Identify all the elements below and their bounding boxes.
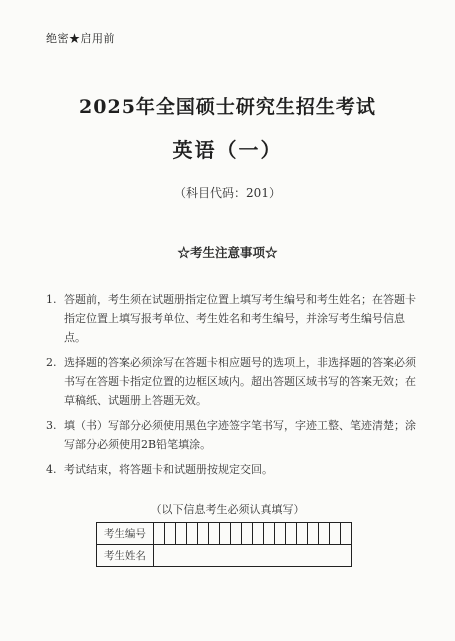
candidate-name-row xyxy=(97,545,352,567)
instruction-number: 4. xyxy=(46,463,57,476)
instruction-text: 选择题的答案必须涂写在答题卡相应题号的选项上，非选择题的答案必须书写在答题卡指定位置的边框区域内。超出答题区域书写的答案无效；在草稿纸、试题册上答题无效。 xyxy=(64,356,416,407)
candidate-info-table xyxy=(96,522,352,567)
candidate-number-digit-box[interactable] xyxy=(263,523,274,545)
instruction-item xyxy=(46,416,418,454)
instruction-number: 2. xyxy=(46,356,57,369)
candidate-number-digit-box[interactable] xyxy=(241,523,252,545)
candidate-number-digit-box[interactable] xyxy=(252,523,263,545)
instruction-list xyxy=(46,290,418,485)
instruction-text: 考试结束，将答题卡和试题册按规定交回。 xyxy=(64,463,273,476)
candidate-number-digit-box[interactable] xyxy=(307,523,318,545)
exam-title: 2025年全国硕士研究生招生考试 xyxy=(79,96,376,118)
candidate-name-field[interactable] xyxy=(153,545,351,567)
candidate-name-label: 考生姓名 xyxy=(97,545,154,567)
instruction-number: 3. xyxy=(46,419,57,432)
candidate-number-digit-box[interactable] xyxy=(175,523,186,545)
instruction-item xyxy=(46,353,418,410)
subject-code: （科目代码：201） xyxy=(174,186,281,200)
candidate-number-digit-box[interactable] xyxy=(285,523,296,545)
candidate-number-digit-box[interactable] xyxy=(318,523,329,545)
candidate-number-digit-box[interactable] xyxy=(219,523,230,545)
instruction-number: 1. xyxy=(46,293,57,306)
candidate-number-digit-box[interactable] xyxy=(274,523,285,545)
candidate-number-row xyxy=(97,523,352,545)
secret-mark: 绝密★启用前 xyxy=(46,32,115,45)
instruction-text: 填（书）写部分必须使用黑色字迹签字笔书写，字迹工整、笔迹清楚；涂写部分必须使用2B铅笔填涂。 xyxy=(64,419,416,451)
candidate-number-digit-box[interactable] xyxy=(296,523,307,545)
candidate-number-digit-box[interactable] xyxy=(186,523,197,545)
candidate-number-digit-box[interactable] xyxy=(208,523,219,545)
fill-note: （以下信息考生必须认真填写） xyxy=(150,503,305,516)
instruction-text: 答题前，考生须在试题册指定位置上填写考生编号和考生姓名；在答题卡指定位置上填写报考单位、考生姓名和考生编号，并涂写考生编号信息点。 xyxy=(64,293,416,344)
instruction-item xyxy=(46,290,418,347)
candidate-number-digit-box[interactable] xyxy=(329,523,340,545)
candidate-number-digit-box[interactable] xyxy=(153,523,164,545)
candidate-number-label: 考生编号 xyxy=(97,523,154,545)
candidate-number-digit-box[interactable] xyxy=(230,523,241,545)
subject-title: 英语（一） xyxy=(172,138,283,162)
candidate-number-digit-box[interactable] xyxy=(164,523,175,545)
candidate-number-digit-box[interactable] xyxy=(340,523,351,545)
candidate-number-digit-box[interactable] xyxy=(197,523,208,545)
instruction-item xyxy=(46,460,418,479)
notice-heading: ☆考生注意事项☆ xyxy=(177,245,278,260)
